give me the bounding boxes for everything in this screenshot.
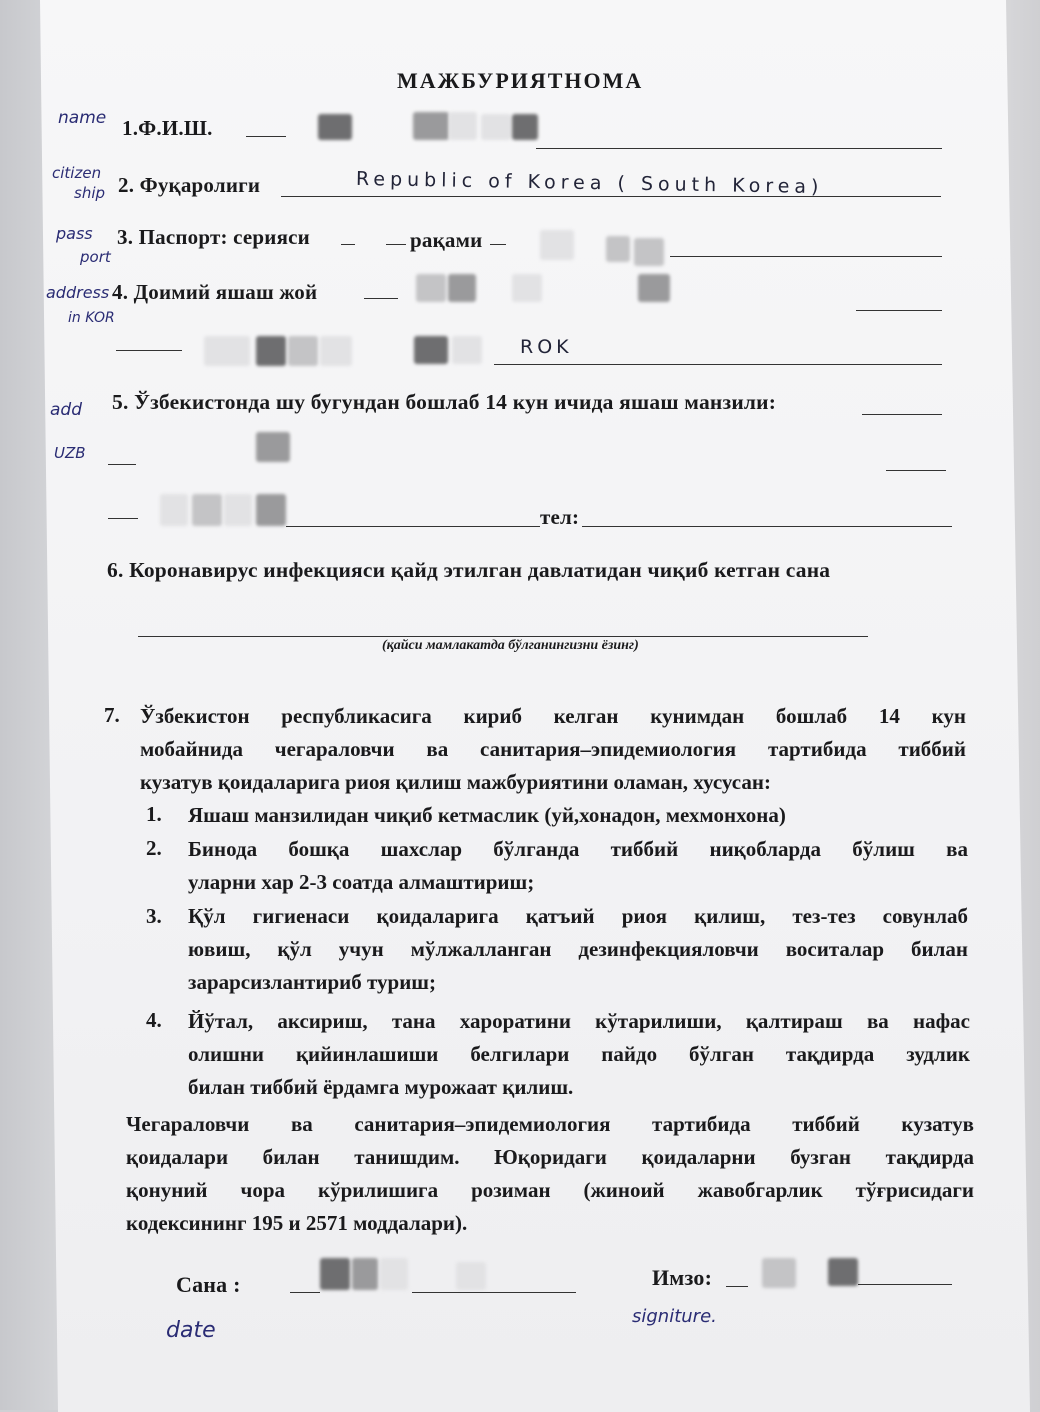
field-departure-line <box>138 636 868 637</box>
field-name-line-b <box>536 148 942 149</box>
date-line-b <box>412 1292 576 1293</box>
annotation-passport-2: port <box>80 248 111 266</box>
section7-item-4 <box>188 1005 970 1104</box>
section7-item-line: олишни қийинлашиши белгилари пайдо бўлган тақдирда зудлик <box>188 1042 970 1066</box>
closing-paragraph <box>126 1108 974 1240</box>
redacted-address-7 <box>288 336 318 366</box>
section7-line: Ўзбекистон республикасига кириб келган кунимдан бошлаб 14 кун <box>140 704 966 728</box>
field-passport-number-label: рақами <box>410 228 483 252</box>
field-residence-line-d <box>108 518 138 519</box>
section7-item-2 <box>188 833 968 899</box>
redacted-date-2 <box>352 1258 378 1290</box>
field-residence-line-c <box>886 470 946 471</box>
redacted-address-4 <box>638 274 670 302</box>
annotation-name: name <box>58 108 107 128</box>
redacted-signature-2 <box>828 1258 858 1286</box>
annotation-signature: signiture. <box>632 1306 717 1327</box>
redacted-address-9 <box>414 336 448 364</box>
field-phone-label: тел: <box>540 505 580 529</box>
form-title: МАЖБУРИЯТНОМА <box>397 68 644 93</box>
section7-item-line: уларни хар 2-3 соатда алмаштириш; <box>188 870 535 894</box>
field-citizenship-value: Republic of Korea ( South Korea) <box>355 167 824 199</box>
field-address-line-c <box>116 350 182 351</box>
annotation-address-2: in KOR <box>68 310 115 326</box>
field-phone-line <box>582 526 952 527</box>
redacted-name-1 <box>318 114 352 140</box>
annotation-add-2: UZB <box>54 444 86 462</box>
closing-line: қоидалари билан танишдим. Юқоридаги қоидаларни бузган тақдирда <box>126 1145 974 1169</box>
field-address-line-d <box>494 364 942 365</box>
redacted-residence-4 <box>224 494 252 526</box>
field-name-label: 1.Ф.И.Ш. <box>122 116 213 140</box>
field-residence-line-b <box>108 464 136 465</box>
field-departure-caption: (қайси мамлакатда бўлганингизни ёзинг) <box>382 638 639 653</box>
field-passport-number-line-a <box>490 244 506 245</box>
annotation-passport-1: pass <box>56 224 93 243</box>
section7-intro <box>140 700 966 799</box>
redacted-name-4 <box>481 114 511 140</box>
section7-item-line: Йўтал, аксириш, тана хароратини кўтарилиши, қалтираш ва нафас <box>188 1009 970 1033</box>
redacted-address-10 <box>452 336 482 364</box>
field-address-label: 4. Доимий яшаш жой <box>112 280 318 304</box>
signature-label: Имзо: <box>652 1265 713 1290</box>
section7-item-3-number: 3. <box>146 904 162 928</box>
redacted-address-3 <box>512 274 542 302</box>
closing-line: қонуний чора кўрилишига розиман (жиноий жавобгарлик тўғрисидаги <box>126 1178 974 1202</box>
redacted-residence-3 <box>192 494 222 526</box>
redacted-address-6 <box>256 336 286 366</box>
section7-item-line: Яшаш манзилидан чиқиб кетмаслик (уй,хонадон, мехмонхона) <box>188 803 786 827</box>
field-passport-label: 3. Паспорт: серияси <box>117 225 310 249</box>
redacted-address-8 <box>320 336 352 366</box>
field-passport-series-line-a <box>341 244 355 245</box>
redacted-passport-3 <box>634 238 664 266</box>
field-residence-line-e <box>286 526 540 527</box>
section7-item-4-number: 4. <box>146 1008 162 1032</box>
date-label: Сана : <box>176 1272 241 1297</box>
redacted-residence-2 <box>160 494 188 526</box>
section7-item-line: билан тиббий ёрдамга мурожаат қилиш. <box>188 1075 574 1099</box>
field-address-value: ROK <box>520 336 573 358</box>
signature-line-b <box>858 1284 952 1285</box>
redacted-name-5 <box>512 114 538 140</box>
section7-item-3 <box>188 900 968 999</box>
redacted-residence-5 <box>256 494 286 526</box>
redacted-address-5 <box>204 336 250 366</box>
redacted-signature-1 <box>762 1258 796 1288</box>
redacted-date-1 <box>320 1258 350 1290</box>
field-residence-line-a <box>862 414 942 415</box>
annotation-citizenship-2: ship <box>74 184 106 202</box>
field-passport-number-line-b <box>670 256 942 257</box>
field-address-line-a <box>364 298 398 299</box>
redacted-residence-1 <box>256 432 290 462</box>
redacted-passport-1 <box>540 230 574 260</box>
section7-item-line: зарарсизлантириб туриш; <box>188 970 437 994</box>
redacted-name-3 <box>449 112 477 140</box>
annotation-citizenship-1: citizen <box>52 164 102 182</box>
field-residence-label: 5. Ўзбекистонда шу бугундан бошлаб 14 кун ичида яшаш манзили: <box>112 390 777 414</box>
field-departure-label: 6. Коронавирус инфекцияси қайд этилган давлатидан чиқиб кетган сана <box>107 558 831 582</box>
section7-item-2-number: 2. <box>146 836 162 860</box>
field-citizenship-label: 2. Фуқаролиги <box>118 173 261 197</box>
field-passport-series-line-b <box>386 244 406 245</box>
redacted-address-2 <box>448 274 476 302</box>
annotation-address-1: address <box>46 283 110 302</box>
section7-item-line: Қўл гигиенаси қоидаларига қатъий риоя қилиш, тез-тез совунлаб <box>188 904 968 928</box>
annotation-add-1: add <box>50 400 82 420</box>
redacted-name-2 <box>413 112 449 140</box>
section7-line: мобайнида чегараловчи ва санитария–эпидемиология тартибида тиббий <box>140 737 966 761</box>
field-name-line-a <box>246 136 286 137</box>
section7-line: кузатув қоидаларига риоя қилиш мажбуриятини оламан, хусусан: <box>140 770 771 794</box>
section7-number: 7. <box>104 703 120 727</box>
section7-item-1-number: 1. <box>146 802 162 826</box>
section7-item-1 <box>188 799 968 832</box>
field-address-line-b <box>856 310 942 311</box>
closing-line: Чегараловчи ва санитария–эпидемиология тартибида тиббий кузатув <box>126 1112 974 1136</box>
section7-item-line: ювиш, қўл учун мўлжалланган дезинфекцияловчи воситалар билан <box>188 937 968 961</box>
section7-item-line: Бинода бошқа шахслар бўлганда тиббий ниқобларда бўлиш ва <box>188 837 968 861</box>
closing-line: кодексининг 195 и 2571 моддалари). <box>126 1211 468 1235</box>
annotation-date: date <box>166 1318 216 1343</box>
field-citizenship-line <box>281 196 941 197</box>
date-line-a <box>290 1292 320 1293</box>
signature-line-a <box>726 1286 748 1287</box>
redacted-passport-2 <box>606 236 630 262</box>
redacted-date-4 <box>456 1262 486 1290</box>
redacted-date-3 <box>380 1258 408 1290</box>
redacted-address-1 <box>416 274 446 302</box>
